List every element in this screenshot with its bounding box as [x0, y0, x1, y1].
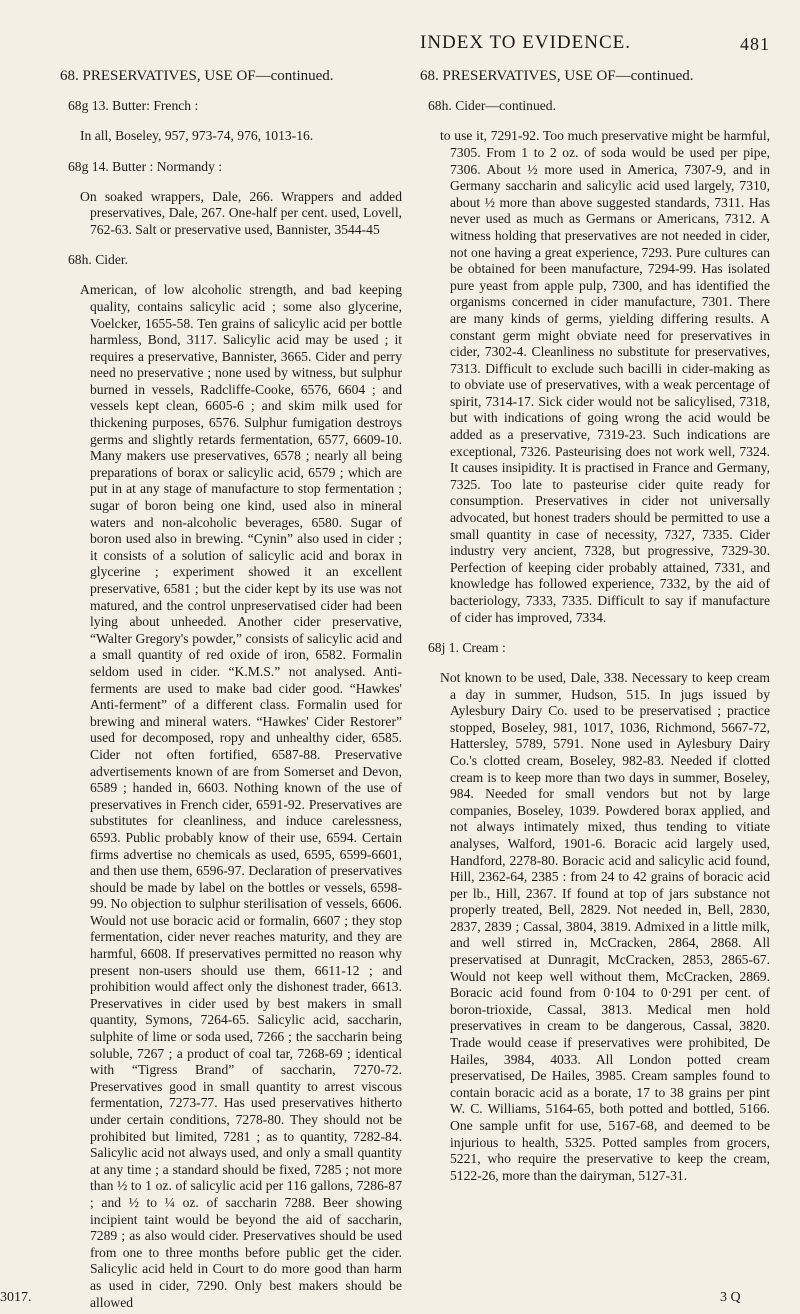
entry-heading: 68g 13. Butter: French : [68, 98, 199, 114]
entry-butter-french [60, 98, 402, 145]
running-head: INDEX TO EVIDENCE. [420, 32, 631, 53]
left-column [60, 68, 402, 1311]
cream-text: Not known to be used, Dale, 338. Necessary to keep cream a day in summer, Hudson, 515. In jugs issued by Aylesbury Dairy Co. used to be preservatised ; practice stopped, Boseley, 981, 1017, 1036, Richmond, 5667-72, Hattersley, 5789, 5791. None used in Aylesbury Dairy Co.'s clotted cream, Boseley, 982-83. Needed if clotted cream is to keep more than two days in summer, Boseley, 984. Needed for small vendors but not by large companies, Boseley, 1039. Powdered borax applied, and not always intimately mixed, thus tending to vitiate analyses, Walford, 1901-6. Boracic acid largely used, Handford, 2278-80. Boracic acid and salicylic acid found, Hill, 2362-64, 2385 : from 24 to 42 grains of boracic acid per lb., Hill, 2367. If found at top of jars substance not properly treated, Bell, 2829. Not needed in, Bell, 2830, 2837, 2839 ; Cassal, 3804, 3819. Admixed in a little milk, and well stirred in, McCracken, 2864, 2868. All preservatised at Dunragit, McCracken, 2853, 2865-67. Would not keep well without them, McCracken, 2869. Boracic acid found from 0·104 to 0·291 per cent. of boron-trioxide, Cassal, 3813. Medical men hold preservatives in cream to be dangerous, Cassal, 3820. Trade would cease if preservatives were prohibited, De Hailes, 3984, 4033. All London potted cream preservatised, De Hailes, 3985. Cream samples found to contain boracic acid as a borate, 17 to 38 grains per pint W. C. Williams, 5164-65, both potted and bottled, 5166. One sample unfit for use, 5167-68, and deemed to be injurious to health, 5325. Potted samples from grocers, 5221, who require the preservative to keep the cream, 5122-26, more than the dairyman, 5127-31. [440, 669, 770, 1183]
signature-mark: 3 Q [720, 1290, 741, 1305]
entry-text: On soaked wrappers, Dale, 266. Wrappers and added preservatives, Dale, 267. One-half per cent. used, Lovell, 762-63. Salt or preservative used, Bannister, 3544-45 [80, 188, 402, 237]
page-number: 481 [740, 34, 770, 54]
entry-butter-normandy [60, 159, 402, 239]
left-section-title: 68. PRESERVATIVES, USE OF—continued. [60, 68, 334, 84]
cider-continued-heading: 68h. Cider—continued. [428, 98, 556, 114]
entry-heading: 68h. Cider. [68, 252, 129, 268]
entry-heading: 68g 14. Butter : Normandy : [68, 158, 223, 174]
page-footer-number: 3017. [0, 1290, 32, 1305]
entry-cider [60, 252, 402, 1311]
entry-text: In all, Boseley, 957, 973-74, 976, 1013-16. [80, 128, 314, 144]
right-column [420, 68, 770, 1184]
page-header [60, 22, 770, 62]
cream-heading: 68j 1. Cream : [428, 639, 506, 655]
right-section-title: 68. PRESERVATIVES, USE OF—continued. [420, 68, 694, 84]
cider-continued-text: to use it, 7291-92. Too much preservative might be harmful, 7305. From 1 to 2 oz. of soda would be used per pipe, 7306. About ½ more used in America, 7307-9, and in Germany saccharin and salicylic acid used largely, 7310, about ½ more than above suggested standards, 7311. Has never used as much as Germans or Americans, 7312. A witness holding that preservatives are not needed in cider, not one having a great experience, 7293. Pure cultures can be obtained for been manufacture, 7294-99. Has isolated pure yeast from apple pulp, 7300, and has identified the organisms concerned in cider manufacture, 7301. There are many kinds of germs, yielding differing results. A constant germ might obviate need for preservatives in cider, 7302-4. Cleanliness no substitute for preservatives, 7313. Difficult to exclude such bacilli in cider-making as to obviate use of preservatives, with a weak percentage of spirit, 7314-17. Sick cider would not be salicylised, 7318, but with indications of going wrong the acid would be added as a preservative, 7319-23. Such indications are exceptional, 7326. Pasteurising does not work well, 7324. It causes insipidity. It is practised in France and Germany, 7325. Too late to pasteurise cider quite ready for consumption. Preservatives in cider not universally advocated, but honest traders should be permitted to use a small quantity in case of necessity, 7327, 7335. Cider industry very ancient, 7328, but progressive, 7329-30. Perfection of keeping cider probably attained, 7331, and knowledge has followed experience, 7332, by the aid of bacteriology, 7333, 7335. Difficult to say if manufacture of cider has improved, 7334. [440, 128, 770, 625]
entry-text: American, of low alcoholic strength, and bad keeping quality, contains salicylic acid ; some also glycerine, Voelcker, 1655-58. Ten grains of salicylic acid per bottle harmless, Bond, 3117. Salicylic acid may be used ; it requires a preservative, Bannister, 3665. Cider and perry need no preservative ; none used by witness, but sulphur burned in vessels, Radcliffe-Cooke, 6576, 6604 ; and vessels kept clean, 6605-6 ; and skim milk used for thickening purposes, 6576. Sulphur fumigation destroys germs and slightly retards fermentation, 6577, 6609-10. Many makers use preservatives, 6578 ; nearly all being preparations of borax or salicylic acid, 6579 ; which are put in at any stage of manufacture to stop fermentation ; sugar of boron being one kind, used also in mineral waters and non-alcoholic beverages, 6580. Sugar of boron used also in brewing. “Cynin” also used in cider ; it consists of a solution of salicylic acid and borax in glycerine ; experiment showed it an excellent preservative, 6581 ; but the cider kept by its use was not matured, and the control unpreservatised cider had been lying about unheeded. Another cider preservative, “Walter Gregory's powder,” consists of salicylic acid and a small quantity of red oxide of iron, 6582. Formalin seldom used in cider. “K.M.S.” not analysed. Anti-ferments are used to make bad cider good. “Hawkes' Anti-ferment” of a different class. Formalin used for brewing and mineral waters. “Hawkes' Cider Restorer” used for decomposed, ropy and unhealthy cider, 6585. Cider not often fortified, 6587-88. Preservative advertisements known of are from Somerset and Devon, 6589 ; handed in, 6603. Nothing known of the use of preservatives in French cider, 6591-92. Preservatives are substitutes for cleanliness, and induce carelessness, 6593. Public probably know of their use, 6594. Certain firms advertise no chemicals as used, 6595, 6599-6601, and then use them, 6596-97. Declaration of preservatives should be made by label on the bottles or vessels, 6598-99. No objection to sulphur sterilisation of vessels, 6606. Would not use boracic acid or formalin, 6607 ; they stop fermentation, cider never reaches maturity, and they are harmful, 6608. If preservatives permitted no reason why present non-users should use them, 6611-12 ; and prohibition would affect only the dishonest trader, 6613. Preservatives in cider used by best makers in small quantity, Symons, 7264-65. Salicylic acid, saccharin, sulphite of lime or soda used, 7266 ; the saccharin being soluble, 7267 ; a product of coal tar, 7268-69 ; identical with “Tigress Brand” of saccharin, 7270-72. Preservatives good in small quantity to arrest viscous fermentation, 7273-77. Has used preservatives hitherto under certain conditions, 7278-80. They should not be prohibited but limited, 7281 ; as to quantity, 7282-84. Salicylic acid not always used, and only a small quantity at any time ; a standard should be fixed, 7285 ; not more than ½ to 1 oz. of salicylic acid per 116 gallons, 7286-87 ; and ½ to ¼ oz. of saccharin 7288. Beer showing incipient taint would be beyond the aid of saccharin, 7289 ; as also would cider. Preservatives should be used from one to three months before public get the cider. Salicylic acid held in Court to do more good than harm as used in cider, 7290. Only best makers should be allowed [80, 282, 402, 1310]
